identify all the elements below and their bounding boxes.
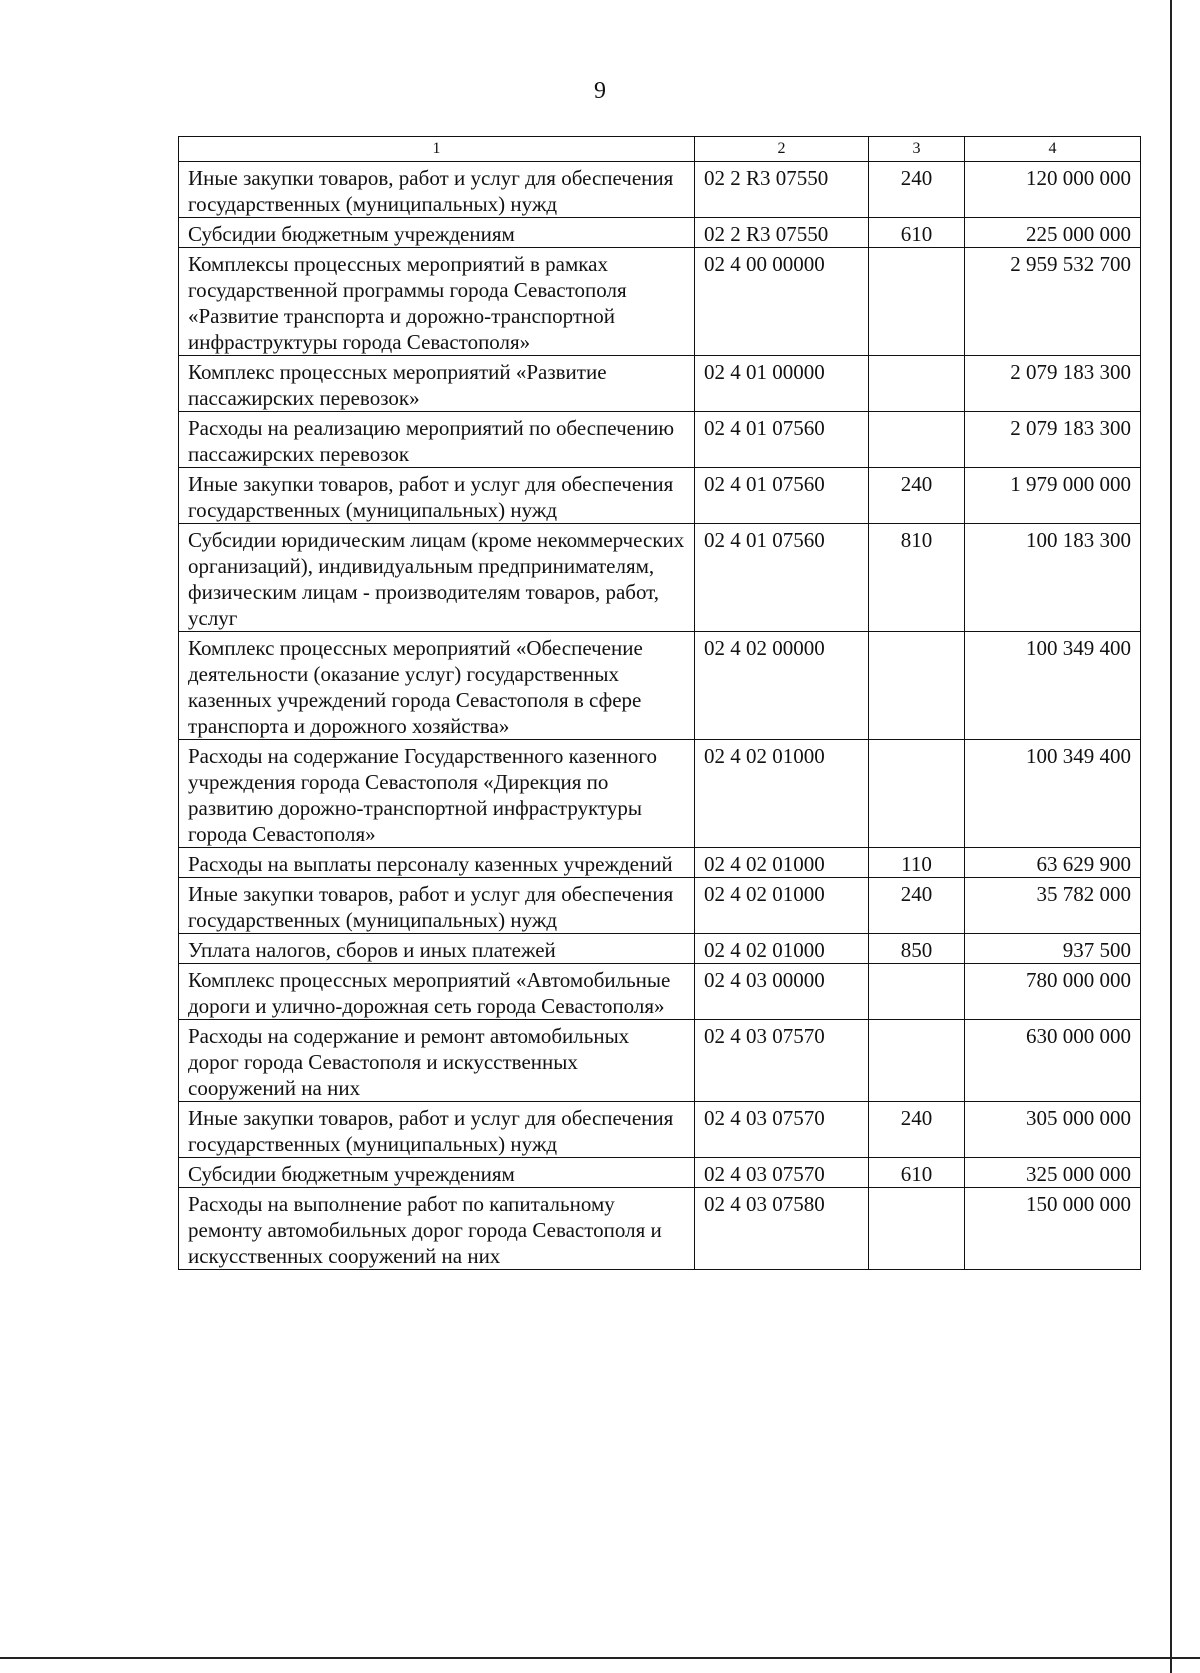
row-name-cell: Субсидии бюджетным учреждениям xyxy=(179,1158,695,1188)
row-name-cell: Расходы на выполнение работ по капитальному ремонту автомобильных дорог города Севастополя и искусственных сооружений на них xyxy=(179,1188,695,1270)
row-name-cell: Расходы на содержание и ремонт автомобильных дорог города Севастополя и искусственных сооружений на них xyxy=(179,1020,695,1102)
column-header-amount: 4 xyxy=(965,137,1141,162)
row-amount-cell: 780 000 000 xyxy=(965,964,1141,1020)
row-amount-cell: 100 349 400 xyxy=(965,740,1141,848)
row-amount-cell: 2 959 532 700 xyxy=(965,248,1141,356)
row-code-cell: 02 4 02 01000 xyxy=(695,848,869,878)
row-name-cell: Уплата налогов, сборов и иных платежей xyxy=(179,934,695,964)
row-code-cell: 02 4 02 01000 xyxy=(695,878,869,934)
row-amount-cell: 120 000 000 xyxy=(965,162,1141,218)
row-name-cell: Иные закупки товаров, работ и услуг для обеспечения государственных (муниципальных) нужд xyxy=(179,468,695,524)
row-type-cell xyxy=(869,1020,965,1102)
row-type-cell: 240 xyxy=(869,878,965,934)
row-amount-cell: 35 782 000 xyxy=(965,878,1141,934)
table-header-row xyxy=(179,137,1141,162)
row-code-cell: 02 4 01 00000 xyxy=(695,356,869,412)
row-name-cell: Комплекс процессных мероприятий «Автомобильные дороги и улично-дорожная сеть города Севастополя» xyxy=(179,964,695,1020)
row-code-cell: 02 4 00 00000 xyxy=(695,248,869,356)
row-amount-cell: 630 000 000 xyxy=(965,1020,1141,1102)
row-amount-cell: 63 629 900 xyxy=(965,848,1141,878)
row-code-cell: 02 4 02 00000 xyxy=(695,632,869,740)
row-name-cell: Субсидии юридическим лицам (кроме некоммерческих организаций), индивидуальным предпринимателям, физическим лицам - производителям товаров, работ, услуг xyxy=(179,524,695,632)
row-code-cell: 02 4 03 00000 xyxy=(695,964,869,1020)
row-code-cell: 02 4 01 07560 xyxy=(695,468,869,524)
table-row xyxy=(179,964,1141,1020)
row-code-cell: 02 4 01 07560 xyxy=(695,524,869,632)
row-amount-cell: 2 079 183 300 xyxy=(965,412,1141,468)
row-name-cell: Расходы на выплаты персоналу казенных учреждений xyxy=(179,848,695,878)
table-row xyxy=(179,878,1141,934)
page-number: 9 xyxy=(594,78,606,104)
row-type-cell: 850 xyxy=(869,934,965,964)
row-type-cell xyxy=(869,740,965,848)
row-type-cell: 610 xyxy=(869,1158,965,1188)
row-type-cell: 240 xyxy=(869,1102,965,1158)
row-name-cell: Расходы на содержание Государственного казенного учреждения города Севастополя «Дирекция по развитию дорожно-транспортной инфраструктуры города Севастополя» xyxy=(179,740,695,848)
row-name-cell: Иные закупки товаров, работ и услуг для обеспечения государственных (муниципальных) нужд xyxy=(179,162,695,218)
row-code-cell: 02 4 03 07570 xyxy=(695,1102,869,1158)
row-type-cell xyxy=(869,1188,965,1270)
row-code-cell: 02 4 03 07570 xyxy=(695,1158,869,1188)
row-amount-cell: 100 349 400 xyxy=(965,632,1141,740)
row-amount-cell: 305 000 000 xyxy=(965,1102,1141,1158)
table-body xyxy=(179,162,1141,1270)
table-row xyxy=(179,632,1141,740)
table-row xyxy=(179,934,1141,964)
row-amount-cell: 937 500 xyxy=(965,934,1141,964)
table-row xyxy=(179,468,1141,524)
table-row xyxy=(179,1158,1141,1188)
row-type-cell: 240 xyxy=(869,468,965,524)
row-name-cell: Иные закупки товаров, работ и услуг для обеспечения государственных (муниципальных) нужд xyxy=(179,878,695,934)
column-header-type: 3 xyxy=(869,137,965,162)
column-header-code: 2 xyxy=(695,137,869,162)
row-amount-cell: 150 000 000 xyxy=(965,1188,1141,1270)
row-amount-cell: 2 079 183 300 xyxy=(965,356,1141,412)
row-amount-cell: 225 000 000 xyxy=(965,218,1141,248)
row-type-cell xyxy=(869,412,965,468)
column-header-name: 1 xyxy=(179,137,695,162)
row-name-cell: Иные закупки товаров, работ и услуг для обеспечения государственных (муниципальных) нужд xyxy=(179,1102,695,1158)
row-code-cell: 02 2 R3 07550 xyxy=(695,218,869,248)
table-row xyxy=(179,218,1141,248)
table-row xyxy=(179,740,1141,848)
row-name-cell: Субсидии бюджетным учреждениям xyxy=(179,218,695,248)
table-row xyxy=(179,1020,1141,1102)
row-code-cell: 02 2 R3 07550 xyxy=(695,162,869,218)
row-code-cell: 02 4 01 07560 xyxy=(695,412,869,468)
row-type-cell: 810 xyxy=(869,524,965,632)
row-amount-cell: 1 979 000 000 xyxy=(965,468,1141,524)
row-amount-cell: 100 183 300 xyxy=(965,524,1141,632)
row-type-cell: 110 xyxy=(869,848,965,878)
row-type-cell xyxy=(869,964,965,1020)
row-amount-cell: 325 000 000 xyxy=(965,1158,1141,1188)
table-row xyxy=(179,524,1141,632)
budget-table xyxy=(178,136,1141,1270)
row-type-cell: 240 xyxy=(869,162,965,218)
row-name-cell: Комплекс процессных мероприятий «Обеспечение деятельности (оказание услуг) государственных казенных учреждений города Севастополя в сфере транспорта и дорожного хозяйства» xyxy=(179,632,695,740)
table-row xyxy=(179,248,1141,356)
table-row xyxy=(179,848,1141,878)
table-row xyxy=(179,356,1141,412)
table-row xyxy=(179,1102,1141,1158)
row-type-cell xyxy=(869,632,965,740)
row-name-cell: Комплексы процессных мероприятий в рамках государственной программы города Севастополя «Развитие транспорта и дорожно-транспортной инфраструктуры города Севастополя» xyxy=(179,248,695,356)
row-type-cell xyxy=(869,248,965,356)
row-name-cell: Расходы на реализацию мероприятий по обеспечению пассажирских перевозок xyxy=(179,412,695,468)
table-row xyxy=(179,162,1141,218)
row-name-cell: Комплекс процессных мероприятий «Развитие пассажирских перевозок» xyxy=(179,356,695,412)
table-row xyxy=(179,412,1141,468)
scan-border-right xyxy=(1170,0,1172,1673)
row-type-cell xyxy=(869,356,965,412)
scan-border-bottom xyxy=(0,1657,1200,1659)
row-code-cell: 02 4 03 07580 xyxy=(695,1188,869,1270)
row-code-cell: 02 4 02 01000 xyxy=(695,740,869,848)
table-row xyxy=(179,1188,1141,1270)
row-code-cell: 02 4 03 07570 xyxy=(695,1020,869,1102)
row-code-cell: 02 4 02 01000 xyxy=(695,934,869,964)
row-type-cell: 610 xyxy=(869,218,965,248)
